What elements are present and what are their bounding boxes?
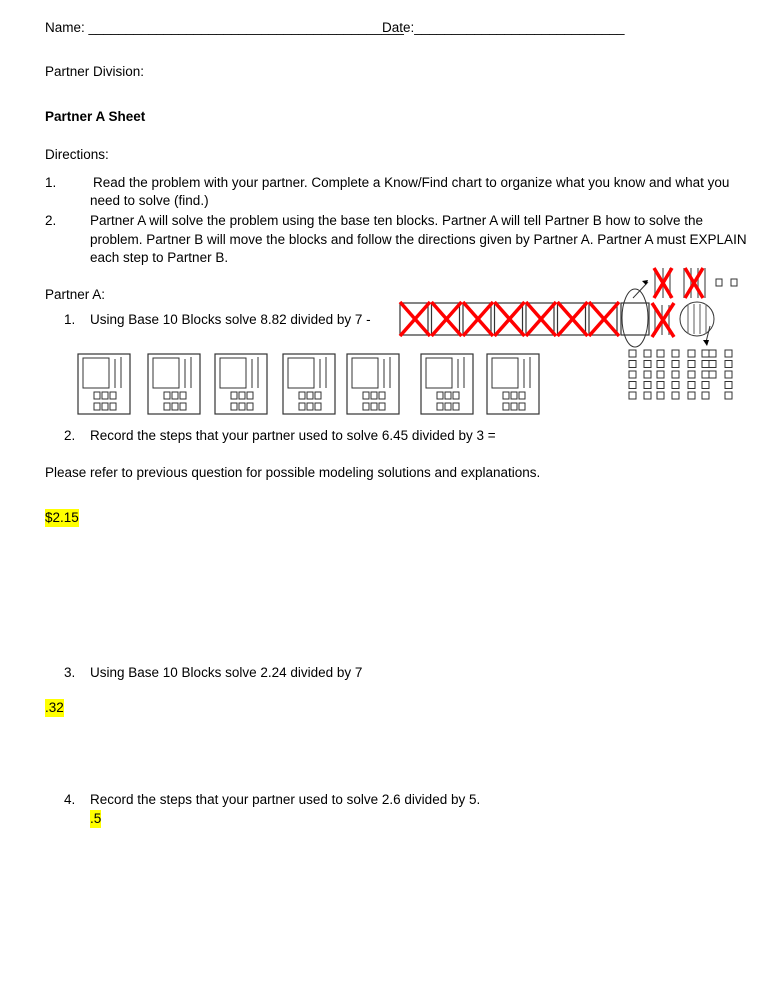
one-flat: [153, 358, 179, 388]
block-group: [421, 354, 473, 414]
direction-1-line: Read the problem with your partner. Complete a Know/Find chart to organize what you know and what you: [93, 175, 730, 190]
hundredth-unit: [453, 392, 459, 399]
hundredth-unit: [672, 371, 679, 378]
hundredth-unit: [110, 392, 116, 399]
hundredth-unit: [725, 392, 732, 399]
hundredth-unit: [629, 361, 636, 368]
hundredth-unit: [379, 392, 385, 399]
one-flat: [220, 358, 246, 388]
hundredth-unit: [688, 371, 695, 378]
hundredth-unit: [716, 279, 722, 286]
hundredth-unit: [363, 403, 369, 410]
hundredth-unit: [503, 392, 509, 399]
hundredth-unit: [299, 392, 305, 399]
block-group: [215, 354, 267, 414]
question-3-text: Using Base 10 Blocks solve 2.24 divided by 7: [90, 665, 363, 680]
hundredth-unit: [644, 382, 651, 389]
hundredth-unit: [247, 392, 253, 399]
one-flat: [83, 358, 109, 388]
hundredth-unit: [688, 361, 695, 368]
hundredth-unit: [672, 361, 679, 368]
hundredth-unit: [709, 371, 716, 378]
hundredth-unit: [672, 382, 679, 389]
direction-1-line: need to solve (find.): [90, 193, 209, 208]
name-label: Name: __________________________________________: [45, 20, 404, 35]
direction-2-line: Partner A will solve the problem using the base ten blocks. Partner A will tell Partner B how to solve the: [90, 213, 704, 228]
hundredth-unit: [94, 392, 100, 399]
hundredth-unit: [172, 403, 178, 410]
hundredth-unit: [629, 350, 636, 357]
hundredth-unit: [688, 350, 695, 357]
hundredth-unit: [445, 403, 451, 410]
hundredth-unit: [315, 392, 321, 399]
hundredth-unit: [437, 403, 443, 410]
hundredth-unit: [672, 392, 679, 399]
hundredth-unit: [164, 403, 170, 410]
hundredth-unit: [688, 382, 695, 389]
hundredth-unit: [94, 403, 100, 410]
hundredth-unit: [629, 371, 636, 378]
hundredth-unit: [725, 350, 732, 357]
hundredth-unit: [231, 403, 237, 410]
one-flat: [492, 358, 518, 388]
question-2-text: Record the steps that your partner used to solve 6.45 divided by 3 =: [90, 428, 496, 443]
hundredth-unit: [247, 403, 253, 410]
hundredth-unit: [453, 403, 459, 410]
question-2-number: 2.: [64, 428, 76, 443]
one-flat: [621, 303, 649, 335]
hundredth-unit: [172, 392, 178, 399]
hundredth-unit: [657, 350, 664, 357]
partner-division-label: Partner Division:: [45, 64, 145, 79]
direction-2-line: each step to Partner B.: [90, 250, 229, 265]
refer-note: Please refer to previous question for possible modeling solutions and explanations.: [45, 465, 541, 480]
hundredth-unit: [503, 403, 509, 410]
partner-a-label: Partner A:: [45, 287, 106, 302]
directions-label: Directions:: [45, 147, 109, 162]
hundredth-unit: [102, 392, 108, 399]
hundredth-unit: [315, 403, 321, 410]
block-group: [78, 354, 130, 414]
hundredth-unit: [511, 392, 517, 399]
hundredth-unit: [702, 382, 709, 389]
hundredth-unit: [629, 392, 636, 399]
hundredth-unit: [445, 392, 451, 399]
hundredth-unit: [629, 382, 636, 389]
sheet-title: Partner A Sheet: [45, 109, 146, 124]
hundredth-unit: [657, 382, 664, 389]
block-group: [487, 354, 539, 414]
hundredth-unit: [644, 350, 651, 357]
one-flat: [426, 358, 452, 388]
hundredth-unit: [644, 361, 651, 368]
question-4-text: Record the steps that your partner used to solve 2.6 divided by 5.: [90, 792, 481, 807]
hundredth-unit: [180, 392, 186, 399]
hundredth-unit: [379, 403, 385, 410]
answer-q3: .32: [45, 700, 64, 715]
one-flat: [352, 358, 378, 388]
direction-2-number: 2.: [45, 213, 57, 228]
hundredth-unit: [657, 361, 664, 368]
question-4-number: 4.: [64, 792, 76, 807]
hundredth-unit: [702, 371, 709, 378]
hundredth-unit: [102, 403, 108, 410]
hundredth-unit: [731, 279, 737, 286]
hundredth-unit: [307, 392, 313, 399]
hundredth-unit: [725, 371, 732, 378]
hundredth-unit: [164, 392, 170, 399]
hundredth-unit: [709, 350, 716, 357]
block-group: [283, 354, 335, 414]
hundredth-unit: [110, 403, 116, 410]
hundredth-unit: [702, 392, 709, 399]
direction-1-number: 1.: [45, 175, 57, 190]
hundredth-unit: [725, 361, 732, 368]
answer-q2: $2.15: [45, 510, 79, 525]
question-1-number: 1.: [64, 312, 76, 327]
direction-2-line: problem. Partner B will move the blocks and follow the directions given by Partner A. Partner A must EXPLAIN: [90, 232, 747, 247]
hundredth-unit: [725, 382, 732, 389]
hundredth-unit: [371, 392, 377, 399]
question-3-number: 3.: [64, 665, 76, 680]
hundredth-unit: [511, 403, 517, 410]
hundredth-unit: [672, 350, 679, 357]
hundredth-unit: [363, 392, 369, 399]
arrow-head-icon: [703, 340, 709, 346]
hundredth-unit: [231, 392, 237, 399]
hundredth-unit: [239, 403, 245, 410]
hundredth-unit: [239, 392, 245, 399]
hundredth-unit: [702, 350, 709, 357]
hundredth-unit: [657, 392, 664, 399]
hundredth-unit: [709, 361, 716, 368]
hundredth-unit: [519, 392, 525, 399]
hundredth-unit: [371, 403, 377, 410]
block-group: [347, 354, 399, 414]
hundredth-unit: [437, 392, 443, 399]
circle-mark: [622, 289, 648, 347]
hundredth-unit: [702, 361, 709, 368]
answer-q4: .5: [90, 811, 102, 826]
date-label: Date:____________________________: [382, 20, 625, 35]
one-flat: [288, 358, 314, 388]
hundredth-unit: [657, 371, 664, 378]
hundredth-unit: [519, 403, 525, 410]
hundredth-unit: [299, 403, 305, 410]
hundredth-unit: [307, 403, 313, 410]
hundredth-unit: [644, 392, 651, 399]
hundredth-unit: [688, 392, 695, 399]
question-1-text: Using Base 10 Blocks solve 8.82 divided by 7 -: [90, 312, 371, 327]
block-group: [148, 354, 200, 414]
hundredth-unit: [180, 403, 186, 410]
hundredth-unit: [644, 371, 651, 378]
